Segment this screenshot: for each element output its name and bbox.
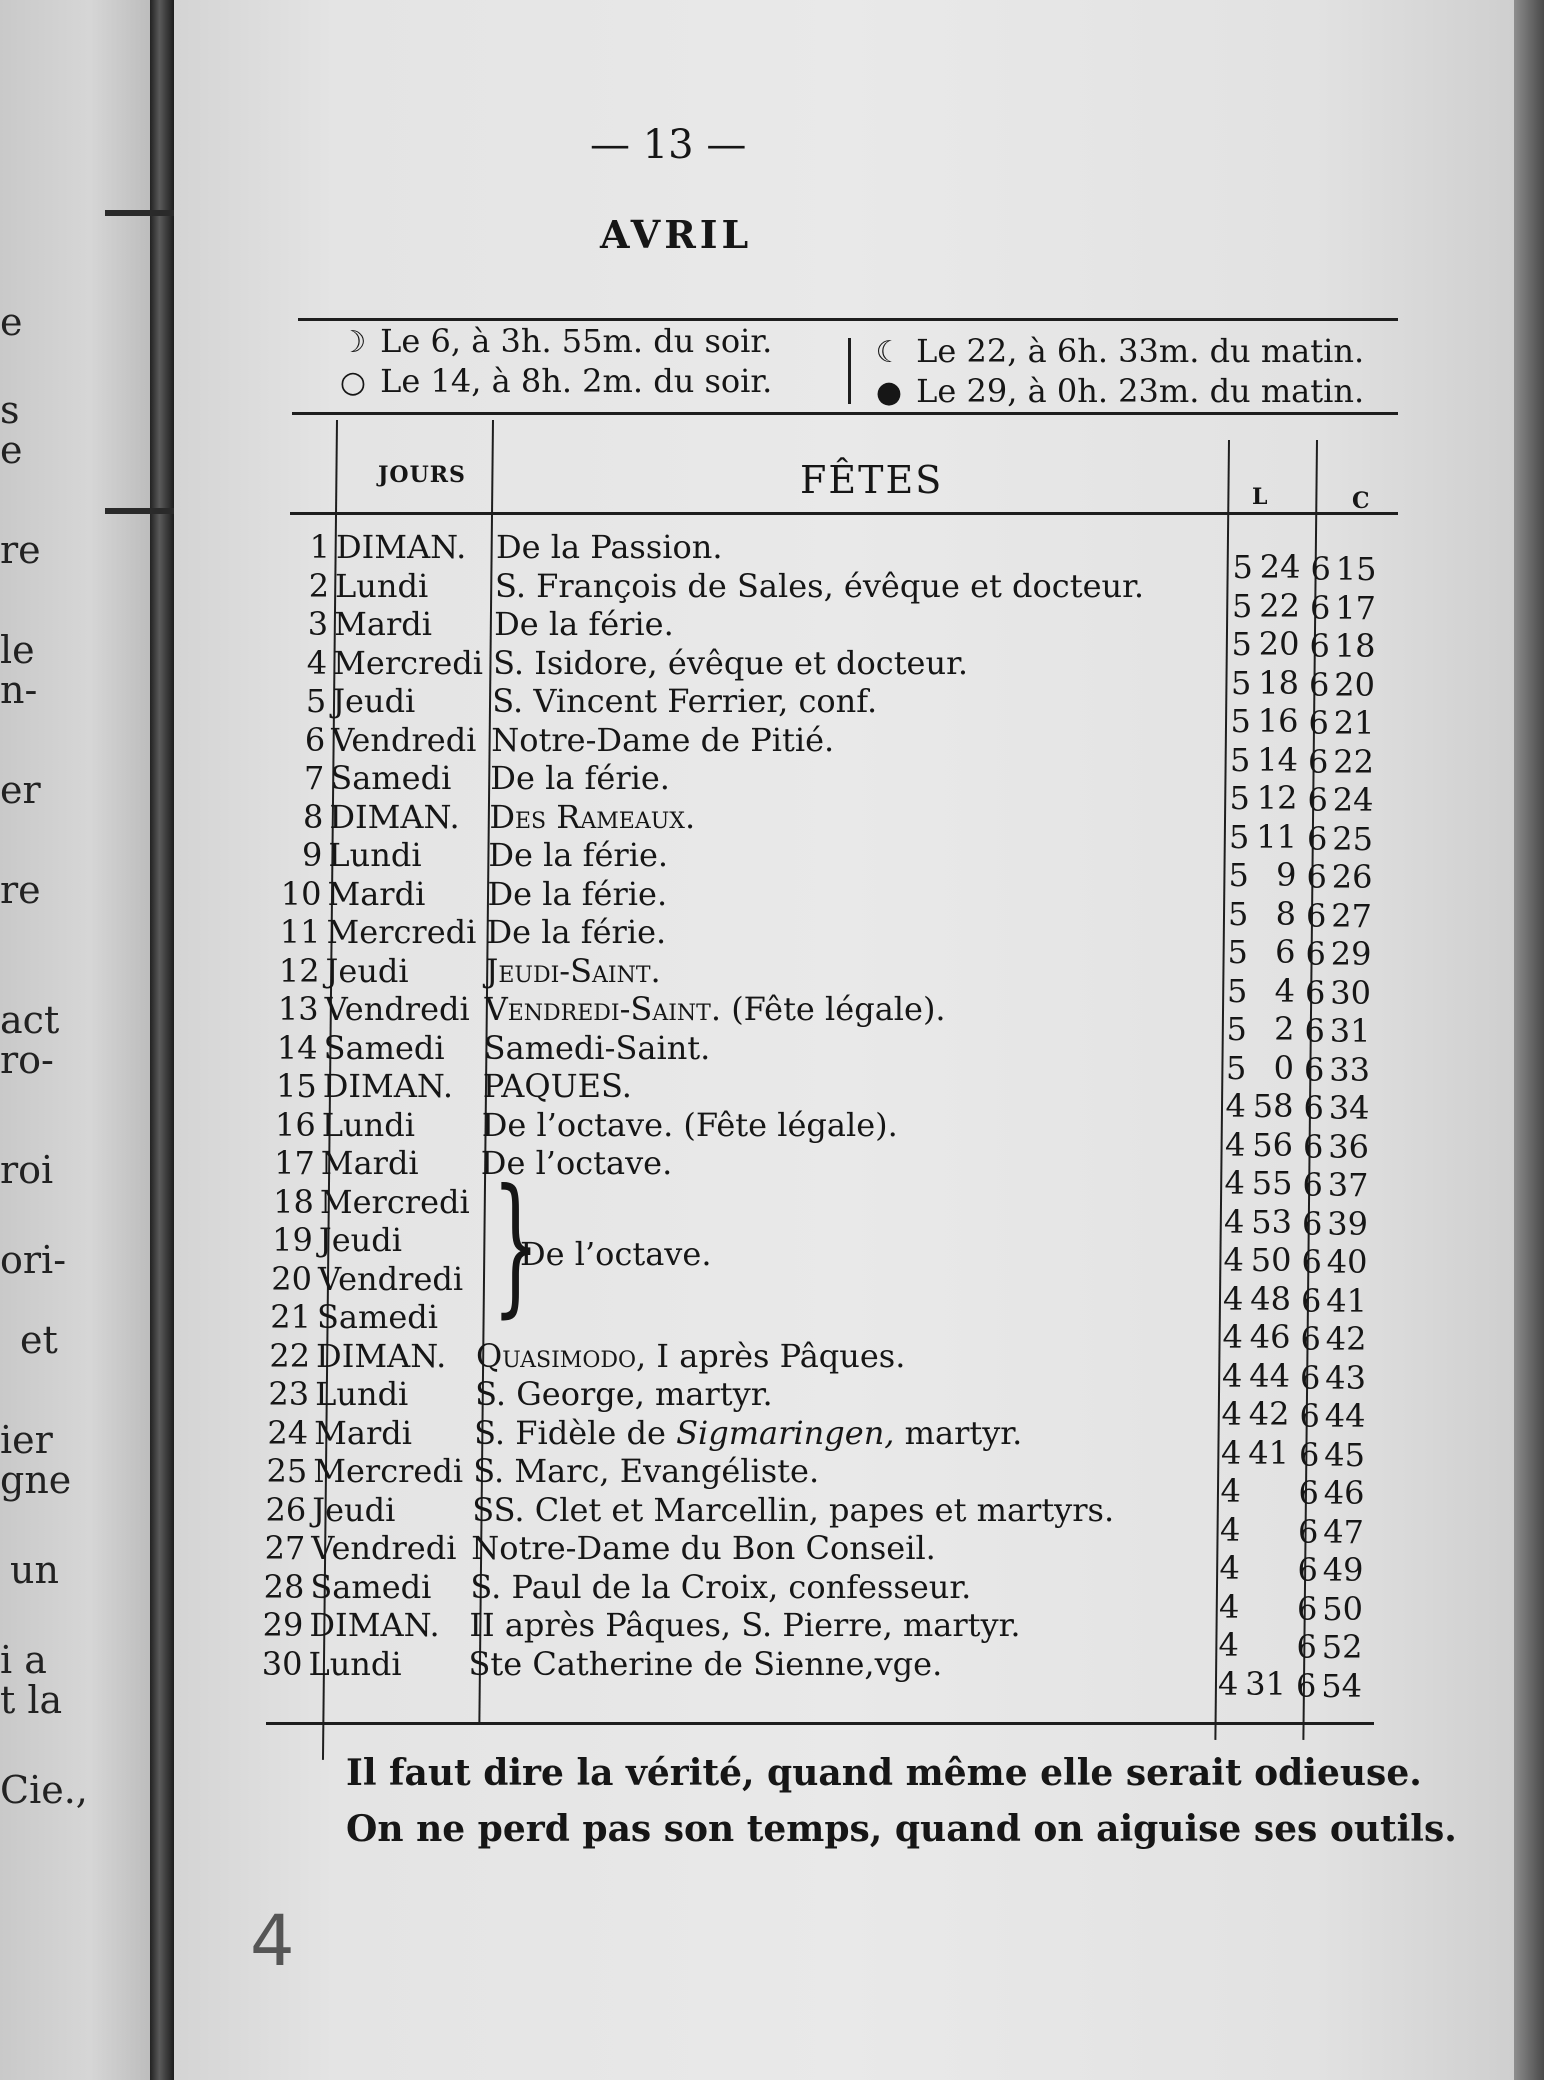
coucher-minute: 45 <box>1324 1435 1365 1474</box>
weekday: Lundi <box>315 1375 409 1413</box>
day-number: 4 <box>306 643 328 682</box>
feast-name: S. George, martyr. <box>475 1375 773 1413</box>
coucher-hour: 6 <box>1304 1012 1325 1050</box>
coucher-hour: 6 <box>1297 1589 1318 1628</box>
coucher-minute: 37 <box>1327 1166 1369 1204</box>
coucher-hour: 6 <box>1300 1358 1321 1397</box>
feast-name: S. Fidèle de Sigmaringen, martyr. <box>474 1413 1023 1452</box>
coucher-hour: 6 <box>1297 1551 1318 1589</box>
facing-page-text: un <box>10 1548 59 1592</box>
weekday: Mercredi <box>319 1182 470 1221</box>
coucher-minute: 54 <box>1321 1666 1362 1705</box>
day-number: 13 <box>277 990 319 1028</box>
facing-page-text: gne <box>0 1458 72 1502</box>
coucher-hour: 6 <box>1305 935 1326 973</box>
full-moon-icon: ○ <box>339 365 367 400</box>
feast-name: De la férie. <box>488 836 669 874</box>
facing-page-text: Cie., <box>0 1768 88 1812</box>
day-number: 19 <box>272 1221 313 1259</box>
coucher-hour: 6 <box>1303 1127 1324 1166</box>
coucher-minute: 44 <box>1324 1397 1366 1435</box>
top-rule <box>298 318 1398 321</box>
lever-hour: 5 <box>1230 702 1251 740</box>
feast-name: S. Paul de la Croix, confesseur. <box>470 1567 972 1606</box>
moon-phase-right-1: ☾ Le 22, à 6h. 33m. du matin. <box>872 332 1364 370</box>
lever-minute: 8 <box>1275 894 1296 933</box>
feast-name: De la férie. <box>494 605 674 643</box>
lever-hour: 4 <box>1218 1626 1239 1664</box>
lever-minute: 56 <box>1252 1125 1293 1164</box>
coucher-minute: 47 <box>1323 1512 1364 1551</box>
proverb-2: On ne perd pas son temps, quand on aiguise ses outils. <box>346 1808 1457 1850</box>
coucher-minute: 33 <box>1329 1050 1370 1089</box>
lever-hour: 4 <box>1220 1510 1241 1549</box>
facing-page-text: t la <box>0 1678 63 1722</box>
coucher-minute: 36 <box>1328 1127 1369 1166</box>
facing-page-text: e <box>0 428 23 472</box>
lever-minute: 53 <box>1251 1202 1292 1241</box>
coucher-minute: 24 <box>1332 781 1374 819</box>
feast-name: Vendredi-Saint. (Fête légale). <box>484 990 946 1028</box>
day-number: 8 <box>302 797 324 836</box>
day-number: 14 <box>276 1028 318 1067</box>
lever-hour: 4 <box>1224 1164 1245 1202</box>
coucher-hour: 6 <box>1296 1628 1317 1666</box>
weekday: DIMAN. <box>322 1067 453 1105</box>
lever-hour: 5 <box>1231 663 1252 702</box>
feast-name: PAQUES. <box>482 1067 632 1105</box>
coucher-minute: 18 <box>1334 627 1376 665</box>
facing-page <box>0 0 150 2080</box>
weekday: Jeudi <box>312 1490 396 1529</box>
coucher-minute: 25 <box>1332 819 1373 858</box>
octave-bracket-label: De l’octave. <box>520 1235 712 1273</box>
moon-phase-left-2: ○ Le 14, à 8h. 2m. du soir. <box>336 362 772 400</box>
moon-divider <box>848 338 851 404</box>
lever-minute: 16 <box>1257 702 1299 740</box>
octave-brace: } <box>492 1158 540 1332</box>
day-number: 6 <box>304 720 326 759</box>
lever-minute: 18 <box>1258 663 1299 702</box>
feast-name: De l’octave. (Fête légale). <box>481 1105 898 1144</box>
coucher-minute: 42 <box>1325 1320 1367 1358</box>
lever-minute: 14 <box>1257 740 1298 779</box>
lever-hour: 4 <box>1218 1664 1239 1703</box>
lever-minute: 55 <box>1251 1164 1293 1202</box>
lever-hour: 4 <box>1219 1549 1240 1587</box>
lever-hour: 5 <box>1226 1010 1247 1048</box>
coucher-minute: 27 <box>1331 896 1372 935</box>
waning-crescent-icon: ☾ <box>875 335 903 370</box>
page-number: — 13 — <box>590 122 747 168</box>
header-c: C <box>1352 488 1370 514</box>
day-number: 23 <box>268 1375 310 1413</box>
weekday: Lundi <box>335 566 429 605</box>
lever-minute: 58 <box>1252 1087 1294 1125</box>
lever-minute: 44 <box>1249 1356 1290 1395</box>
waxing-crescent-icon: ☽ <box>339 325 367 360</box>
weekday: Lundi <box>308 1644 402 1683</box>
lever-hour: 4 <box>1222 1356 1243 1395</box>
header-fetes: FÊTES <box>800 458 944 502</box>
facing-page-text: roi <box>0 1148 54 1192</box>
coucher-minute: 41 <box>1326 1281 1367 1320</box>
coucher-minute: 22 <box>1333 742 1374 781</box>
coucher-hour: 6 <box>1307 819 1328 858</box>
feast-name: Notre-Dame du Bon Conseil. <box>471 1529 936 1567</box>
header-rule <box>290 512 1398 515</box>
feast-name: De la férie. <box>486 913 667 951</box>
table-bottom-rule <box>266 1722 1374 1725</box>
coucher-minute: 46 <box>1323 1474 1365 1512</box>
coucher-minute: 40 <box>1326 1243 1368 1281</box>
weekday: Mardi <box>334 605 432 643</box>
coucher-hour: 6 <box>1308 742 1329 781</box>
weekday: Mercredi <box>333 643 484 682</box>
lever-minute: 11 <box>1256 817 1297 856</box>
day-number: 12 <box>278 951 320 990</box>
weekday: Vendredi <box>331 720 477 759</box>
lever-minute: 6 <box>1275 933 1296 971</box>
lever-minute: 2 <box>1274 1010 1295 1048</box>
book-spine <box>150 0 174 2080</box>
coucher-hour: 6 <box>1299 1435 1320 1474</box>
weekday: DIMAN. <box>316 1336 447 1375</box>
table-top-rule <box>292 412 1398 415</box>
coucher-hour: 6 <box>1309 627 1330 665</box>
feast-name: S. François de Sales, évêque et docteur. <box>495 566 1145 605</box>
coucher-hour: 6 <box>1309 665 1330 704</box>
coucher-hour: 6 <box>1302 1204 1323 1243</box>
lever-hour: 4 <box>1219 1587 1240 1626</box>
coucher-minute: 43 <box>1325 1358 1366 1397</box>
lever-hour: 5 <box>1232 586 1253 625</box>
feast-name: Quasimodo, I après Pâques. <box>476 1336 906 1375</box>
lever-hour: 5 <box>1227 933 1248 971</box>
lever-hour: 5 <box>1231 625 1252 663</box>
lever-hour: 5 <box>1232 548 1253 586</box>
lever-minute: 41 <box>1248 1433 1289 1472</box>
weekday: Vendredi <box>324 990 470 1028</box>
lever-minute: 46 <box>1249 1318 1291 1356</box>
day-number: 5 <box>305 682 327 720</box>
coucher-hour: 6 <box>1300 1320 1321 1358</box>
feast-name: S. Isidore, évêque et docteur. <box>493 643 969 682</box>
coucher-hour: 6 <box>1304 1050 1325 1089</box>
lever-hour: 4 <box>1221 1395 1242 1433</box>
coucher-minute: 17 <box>1335 588 1376 627</box>
day-number: 16 <box>275 1105 316 1144</box>
weekday: Samedi <box>323 1028 445 1067</box>
lever-minute: 20 <box>1258 625 1300 663</box>
feast-name: II après Pâques, S. Pierre, martyr. <box>469 1606 1021 1644</box>
day-number: 3 <box>307 605 329 643</box>
lever-hour: 5 <box>1230 740 1251 779</box>
lever-minute: 0 <box>1273 1048 1294 1087</box>
coucher-minute: 52 <box>1321 1628 1363 1666</box>
lever-hour: 4 <box>1225 1087 1246 1125</box>
coucher-minute: 21 <box>1333 704 1375 742</box>
lever-minute: 12 <box>1256 779 1298 817</box>
facing-page-text: s <box>0 388 20 432</box>
lever-hour: 5 <box>1229 779 1250 817</box>
day-number: 11 <box>279 913 321 951</box>
day-number: 28 <box>263 1567 305 1606</box>
feast-name: De la férie. <box>490 759 670 797</box>
coucher-hour: 6 <box>1306 896 1327 935</box>
feast-name: De la férie. <box>487 874 668 913</box>
facing-page-text: e <box>0 300 23 344</box>
day-number: 18 <box>273 1182 314 1221</box>
coucher-minute: 15 <box>1335 550 1377 588</box>
coucher-hour: 6 <box>1306 858 1327 896</box>
facing-page-text: ro- <box>0 1038 54 1082</box>
facing-page-text: n- <box>0 668 38 712</box>
facing-page-text: ori- <box>0 1238 67 1282</box>
weekday: Mardi <box>320 1144 419 1182</box>
coucher-hour: 6 <box>1301 1281 1322 1320</box>
coucher-minute: 34 <box>1328 1089 1370 1127</box>
lever-hour: 5 <box>1229 817 1250 856</box>
facing-page-text: re <box>0 868 41 912</box>
coucher-hour: 6 <box>1310 550 1331 588</box>
proverb-1: Il faut dire la vérité, quand même elle serait odieuse. <box>346 1752 1422 1794</box>
lever-minute: 24 <box>1259 548 1301 586</box>
coucher-hour: 6 <box>1308 704 1329 742</box>
lever-hour: 4 <box>1220 1472 1241 1510</box>
weekday: Samedi <box>310 1567 432 1606</box>
coucher-minute: 26 <box>1331 858 1373 896</box>
coucher-minute: 30 <box>1330 973 1371 1012</box>
lever-hour: 4 <box>1221 1433 1242 1472</box>
feast-name: De l’octave. <box>480 1144 673 1182</box>
coucher-hour: 6 <box>1299 1397 1320 1435</box>
lever-hour: 5 <box>1228 856 1249 894</box>
weekday: Mercredi <box>313 1452 464 1490</box>
weekday: Mardi <box>327 874 426 913</box>
lever-hour: 4 <box>1222 1318 1243 1356</box>
lever-minute: 50 <box>1250 1241 1292 1279</box>
weekday: Jeudi <box>318 1221 402 1259</box>
day-number: 10 <box>280 874 322 913</box>
coucher-hour: 6 <box>1301 1243 1322 1281</box>
feast-name: Samedi-Saint. <box>483 1028 711 1067</box>
coucher-hour: 6 <box>1298 1512 1319 1551</box>
weekday: Lundi <box>321 1105 415 1144</box>
day-number: 9 <box>302 836 323 874</box>
coucher-hour: 6 <box>1305 973 1326 1012</box>
moon-phase-right-2: ● Le 29, à 0h. 23m. du matin. <box>872 372 1364 410</box>
facing-page-text: er <box>0 768 41 812</box>
facing-page-text: re <box>0 528 41 572</box>
day-number: 20 <box>271 1259 312 1298</box>
coucher-minute: 39 <box>1327 1204 1368 1243</box>
lever-minute: 42 <box>1248 1395 1290 1433</box>
weekday: DIMAN. <box>309 1606 440 1644</box>
day-number: 27 <box>264 1529 306 1567</box>
weekday: Vendredi <box>317 1259 464 1298</box>
lever-minute: 31 <box>1245 1664 1286 1703</box>
feast-name: Ste Catherine de Sienne,vge. <box>468 1644 943 1683</box>
coucher-minute: 31 <box>1329 1012 1371 1050</box>
weekday: Mercredi <box>326 913 477 951</box>
weekday: Jeudi <box>325 951 409 990</box>
day-number: 15 <box>275 1067 317 1105</box>
feast-name: SS. Clet et Marcellin, papes et martyrs. <box>472 1490 1115 1529</box>
new-moon-icon: ● <box>875 375 903 410</box>
coucher-hour: 6 <box>1296 1666 1317 1705</box>
lever-hour: 4 <box>1224 1202 1245 1241</box>
weekday: Jeudi <box>332 682 416 720</box>
day-number: 7 <box>303 759 325 797</box>
lever-minute: 4 <box>1274 971 1295 1010</box>
header-jours: JOURS <box>378 462 466 488</box>
coucher-minute: 20 <box>1334 665 1375 704</box>
page-edge <box>1514 0 1544 2080</box>
day-number: 21 <box>270 1298 311 1336</box>
header-l: L <box>1252 484 1268 510</box>
month-title: AVRIL <box>600 212 753 257</box>
day-number: 1 <box>309 528 330 566</box>
feast-name: De la Passion. <box>496 528 723 566</box>
lever-hour: 5 <box>1226 1048 1247 1087</box>
day-number: 25 <box>266 1452 308 1490</box>
facing-page-text: act <box>0 998 60 1042</box>
lever-minute: 48 <box>1250 1279 1291 1318</box>
coucher-hour: 6 <box>1303 1089 1324 1127</box>
feast-name: S. Marc, Evangéliste. <box>473 1452 820 1490</box>
coucher-hour: 6 <box>1298 1474 1319 1512</box>
coucher-hour: 6 <box>1310 588 1331 627</box>
coucher-minute: 50 <box>1322 1589 1363 1628</box>
coucher-minute: 29 <box>1330 935 1372 973</box>
weekday: Samedi <box>330 759 452 797</box>
facing-page-text: et <box>20 1318 58 1362</box>
facing-page-text: le <box>0 628 35 672</box>
coucher-minute: 49 <box>1322 1551 1364 1589</box>
day-number: 26 <box>265 1490 307 1529</box>
feast-name: Notre-Dame de Pitié. <box>491 720 835 759</box>
moon-phase-left-1: ☽ Le 6, à 3h. 55m. du soir. <box>336 322 772 360</box>
feast-name: S. Vincent Ferrier, conf. <box>492 682 878 720</box>
day-number: 17 <box>274 1144 315 1182</box>
facing-page-text: i a <box>0 1638 47 1682</box>
handwritten-mark: 4 <box>250 1900 295 1982</box>
day-number: 29 <box>262 1606 304 1644</box>
weekday: DIMAN. <box>329 797 460 836</box>
weekday: Vendredi <box>311 1529 457 1567</box>
lever-hour: 4 <box>1223 1241 1244 1279</box>
feast-name: Jeudi-Saint. <box>485 951 661 990</box>
lever-hour: 4 <box>1225 1125 1246 1164</box>
lever-hour: 4 <box>1223 1279 1244 1318</box>
coucher-hour: 6 <box>1307 781 1328 819</box>
facing-page-text: ier <box>0 1418 53 1462</box>
day-number: 2 <box>308 566 330 605</box>
lever-hour: 5 <box>1227 971 1248 1010</box>
lever-hour: 5 <box>1228 894 1249 933</box>
lever-minute: 9 <box>1276 856 1297 894</box>
weekday: Lundi <box>328 836 422 874</box>
day-number: 30 <box>261 1644 303 1683</box>
weekday: Samedi <box>317 1298 438 1336</box>
coucher-hour: 6 <box>1302 1166 1323 1204</box>
day-number: 24 <box>267 1413 309 1452</box>
weekday: Mardi <box>314 1413 412 1452</box>
day-number: 22 <box>269 1336 311 1375</box>
weekday: DIMAN. <box>336 528 467 566</box>
lever-minute: 22 <box>1259 586 1300 625</box>
feast-name: Des Rameaux. <box>489 797 696 836</box>
